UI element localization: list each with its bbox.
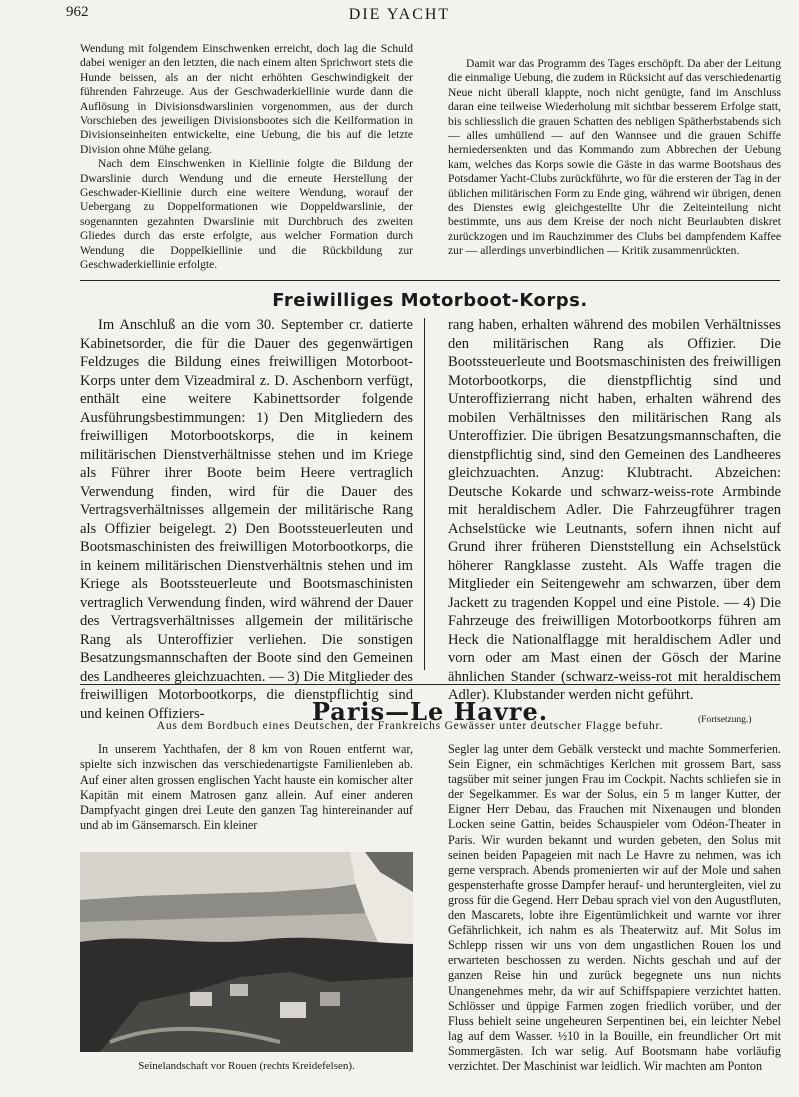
paragraph: Wendung mit folgendem Einschwenken erreicht, doch lag die Schuld dabei weniger an den letzten, die nach einem alten Sprichwort stets die Hunde beissen, als an der nicht erhöhten Geschwindigkeit der führenden Fahrzeuge. Aus der Geschwaderkiellinie wurde dann die Auflösung in Divisionsdwarslinien vorgenommen, aus der durch Vorschieben des jeweiligen Divisionsbootes sich die Keilformation in Divisionseinheiten entwickelte, eine Uebung, die bis auf die letzte Division ohne Mühe gelang.: [80, 42, 413, 156]
continuation-note: (Fortsetzung.): [698, 715, 752, 725]
page-header: [0, 0, 799, 28]
section1-left-column: [80, 316, 413, 723]
section2-right-column: [448, 742, 781, 1074]
section1-right-column: [448, 316, 781, 705]
section2-left-column: [80, 742, 413, 834]
page-number: 962: [66, 4, 89, 20]
top-right-column: [448, 57, 781, 259]
paragraph: In unserem Yachthafen, der 8 km von Rouen entfernt war, spielte sich inzwischen das verschiedenartigste Familienleben ab. Auf einer alten grossen englischen Yacht hauste ein komischer alter Kapitän mit einem Matrosen ganz allein. Auf einer anderen Dampfyacht gingen drei Leute den ganzen Tag hintereinander auf und ab im Gänsemarsch. Ein kleiner: [80, 742, 413, 833]
running-title: DIE YACHT: [348, 6, 451, 23]
section-subtitle: Aus dem Bordbuch eines Deutschen, der Frankreichs Gewässer unter deutscher Flagge befuhr.: [156, 720, 664, 732]
paragraph: Damit war das Programm des Tages erschöpft. Da aber der Leitung die einmalige Uebung, die zudem in Rücksicht auf das verschiedenartig Neue nicht überall klappte, noch nicht genügte, fand im Anschluss daran eine teilweise Wiederholung mit sichtbar besserem Erfolge statt, bis schliesslich die grauen Schatten des nebligen Spätherbstabends sich — alles umhüllend — auf den Wannsee und die grauen Schiffe herniedersenkten und das Kommando zum Abbrechen der Uebung kam, welches das Korps sowie die Gäste in das warme Bootshaus des Potsdamer Yacht-Clubs zurückführte, wo für die ersteren der Tag in der üblichen militärischen Form zu Ende ging, während wir übrigen, denen des Dienstes ewig gleichgestellte Uhr die Zeiteinteilung nicht bestimmte, uns aus dem Kreise der noch nicht Beurlaubten diskret zurückzogen und im Rauchzimmer des Clubs bei dampfendem Kaffee zur — allerdings unverbindlichen — Kritik zusammenrückten.: [448, 57, 781, 258]
paragraph: Im Anschluß an die vom 30. September cr. datierte Kabinetsorder, die für die Dauer des gegenwärtigen Feldzuges die Bildung eines freiwilligen Motorboot-Korps unter dem Vizeadmiral z. D. Aschenborn verfügt, enthält eine weitere Kabinettsorder folgende Ausführungsbestimmungen: 1) Den Mitgliedern des freiwilligen Motorbootskorps, die in keinem militärischen Dienstverhältnisse stehen und im Kriege als Führer ihrer Boote beim Heere vertraglich Verwendung finden, wird für die Dauer des Vertragsverhältnisses allgemein der militärische Rang als Offizier beigelegt. 2) Den Bootssteuerleuten und Bootsmaschinisten des freiwilligen Motorbootkorps, die in keinem militärischen Dienstverhältnis stehen und im Kriege als Bootssteuerleute und Bootsmaschinisten vertraglich Verwendung finden, wird während der Dauer des Vertragsverhältnisses allgemein der militärische Rang als Unteroffizier verliehen. Die sonstigen Besatzungsmannschaften der Boote sind den Gemeinen des Landheeres gleichzuachten. — 3) Die Mitglieder des freiwilligen Motorbootkorps, die dienstpflichtig sind und keinen Offiziers-: [80, 317, 413, 722]
paragraph: Segler lag unter dem Gebälk versteckt und machte Sommerferien. Sein Eigner, ein schmächtiges Kerlchen mit grossem Bart, sass tagsüber mit seiner jungen Frau im Cockpit. Nachts schliefen sie in der Segelkammer. Es war der Solus, ein 5 m langer Kutter, der Eigner Herr Debau, das Frauchen mit Nixenaugen und blonden Locken seine Gattin, beides Schauspieler vom Odéon-Theater in Paris. Wir wurden bekannt und wurden gebeten, den Solus mit seinen beiden Papageien mit nach Le Havre zu nehmen, was ich gerne versprach. Abends promenierten wir auf der Mole und sahen gespensterhafte grosse Dampfer herauf- und heruntergleiten, viel zu gross für die Gegend. Herr Debau sprach viel von den Augustfluten, den Mascarets, lobte ihre Eigentümlichkeit und warnte vor ihrer Gefährlichkeit, ich nahm es als Theaterwitz auf. Mit Solus im Schlepp rissen wir uns von dem ungastlichen Rouen los und erwarteten beschossen zu werden. Nichts geschah und auf der ganzen Reise hin und zurück begegnete uns nun nichts Unangenehmes mehr, da wir auf Schiffspapiere verzichtet hatten. Schlösser und üppige Farmen zogen friedlich vorüber, und der Fluss behielt seine ungeheuren Serpentinen bei, ein leichter Nebel lag auf dem Wasser. ½10 in la Bouille, ein freundlicher Ort mit Sommergästen. Ich war selig. Auf Bootsmann habe vorläufig verzichtet. Der Maschinist war leidlich. Wir machten am Ponton: [448, 742, 781, 1073]
top-left-column: [80, 42, 413, 273]
paragraph: rang haben, erhalten während des mobilen Verhältnisses den militärischen Rang als Offizier. Die Bootssteuerleute und Bootsmaschinisten des freiwilligen Motorbootkorps, die dienstpflichtig sind und Unteroffizierrang nicht haben, erhalten während des mobilen Verhältnisses den militärischen Rang als Unteroffizier. Die übrigen Besatzungsmannschaften, die dienstpflichtig sind, sind den Gemeinen des Landheeres gleichzuachten. Anzug: Klubtracht. Abzeichen: Deutsche Kokarde und schwarz-weiss-rote Armbinde mit heraldischem Adler. Die Fahrzeugführer tragen Achselstücke wie Leutnants, sofern ihnen nicht auf Grund ihrer früheren Dienststellung ein Achselstück höherer Rangklasse zusteht. Als Waffe tragen die Mitglieder ein Seitengewehr am schwarzen, über dem Jackett zu tragenden Koppel und eine Pistole. — 4) Die Fahrzeuge des freiwilligen Motorbootkorps führen am Heck die Nationalflagge mit heraldischem Adler und vorn oder am Mast einen der Gösch der Marine ähnlichen Stander (schwarz-weiss-rot mit heraldischem Adler). Klubstander werden nicht geführt.: [448, 317, 781, 703]
seine-landscape-photo: [80, 852, 413, 1052]
section-divider: [80, 684, 780, 685]
paragraph: Nach dem Einschwenken in Kiellinie folgte die Bildung der Dwarslinie durch Wendung und die erneute Herstellung der Geschwader-Kiellinie durch eine weitere Wendung, worauf der Uebergang zu Doppelformationen wie Doppeldwarslinie, der sogenannten gezahnten Dwarslinie mit Durchbruch des zweiten Gliedes durch das erste erfolgte, aus welcher Formation durch Wendung die Doppelkiellinie und die Rückbildung zur Geschwaderkiellinie erfolgte.: [80, 157, 413, 272]
section-title-motorboot: Freiwilliges Motorboot-Korps.: [272, 290, 588, 311]
photo-caption: Seinelandschaft vor Rouen (rechts Kreidefelsen).: [138, 1060, 355, 1072]
column-rule: [424, 318, 425, 670]
section-divider: [80, 280, 780, 281]
section-title-paris-le-havre: Paris—Le Havre.: [311, 697, 549, 726]
